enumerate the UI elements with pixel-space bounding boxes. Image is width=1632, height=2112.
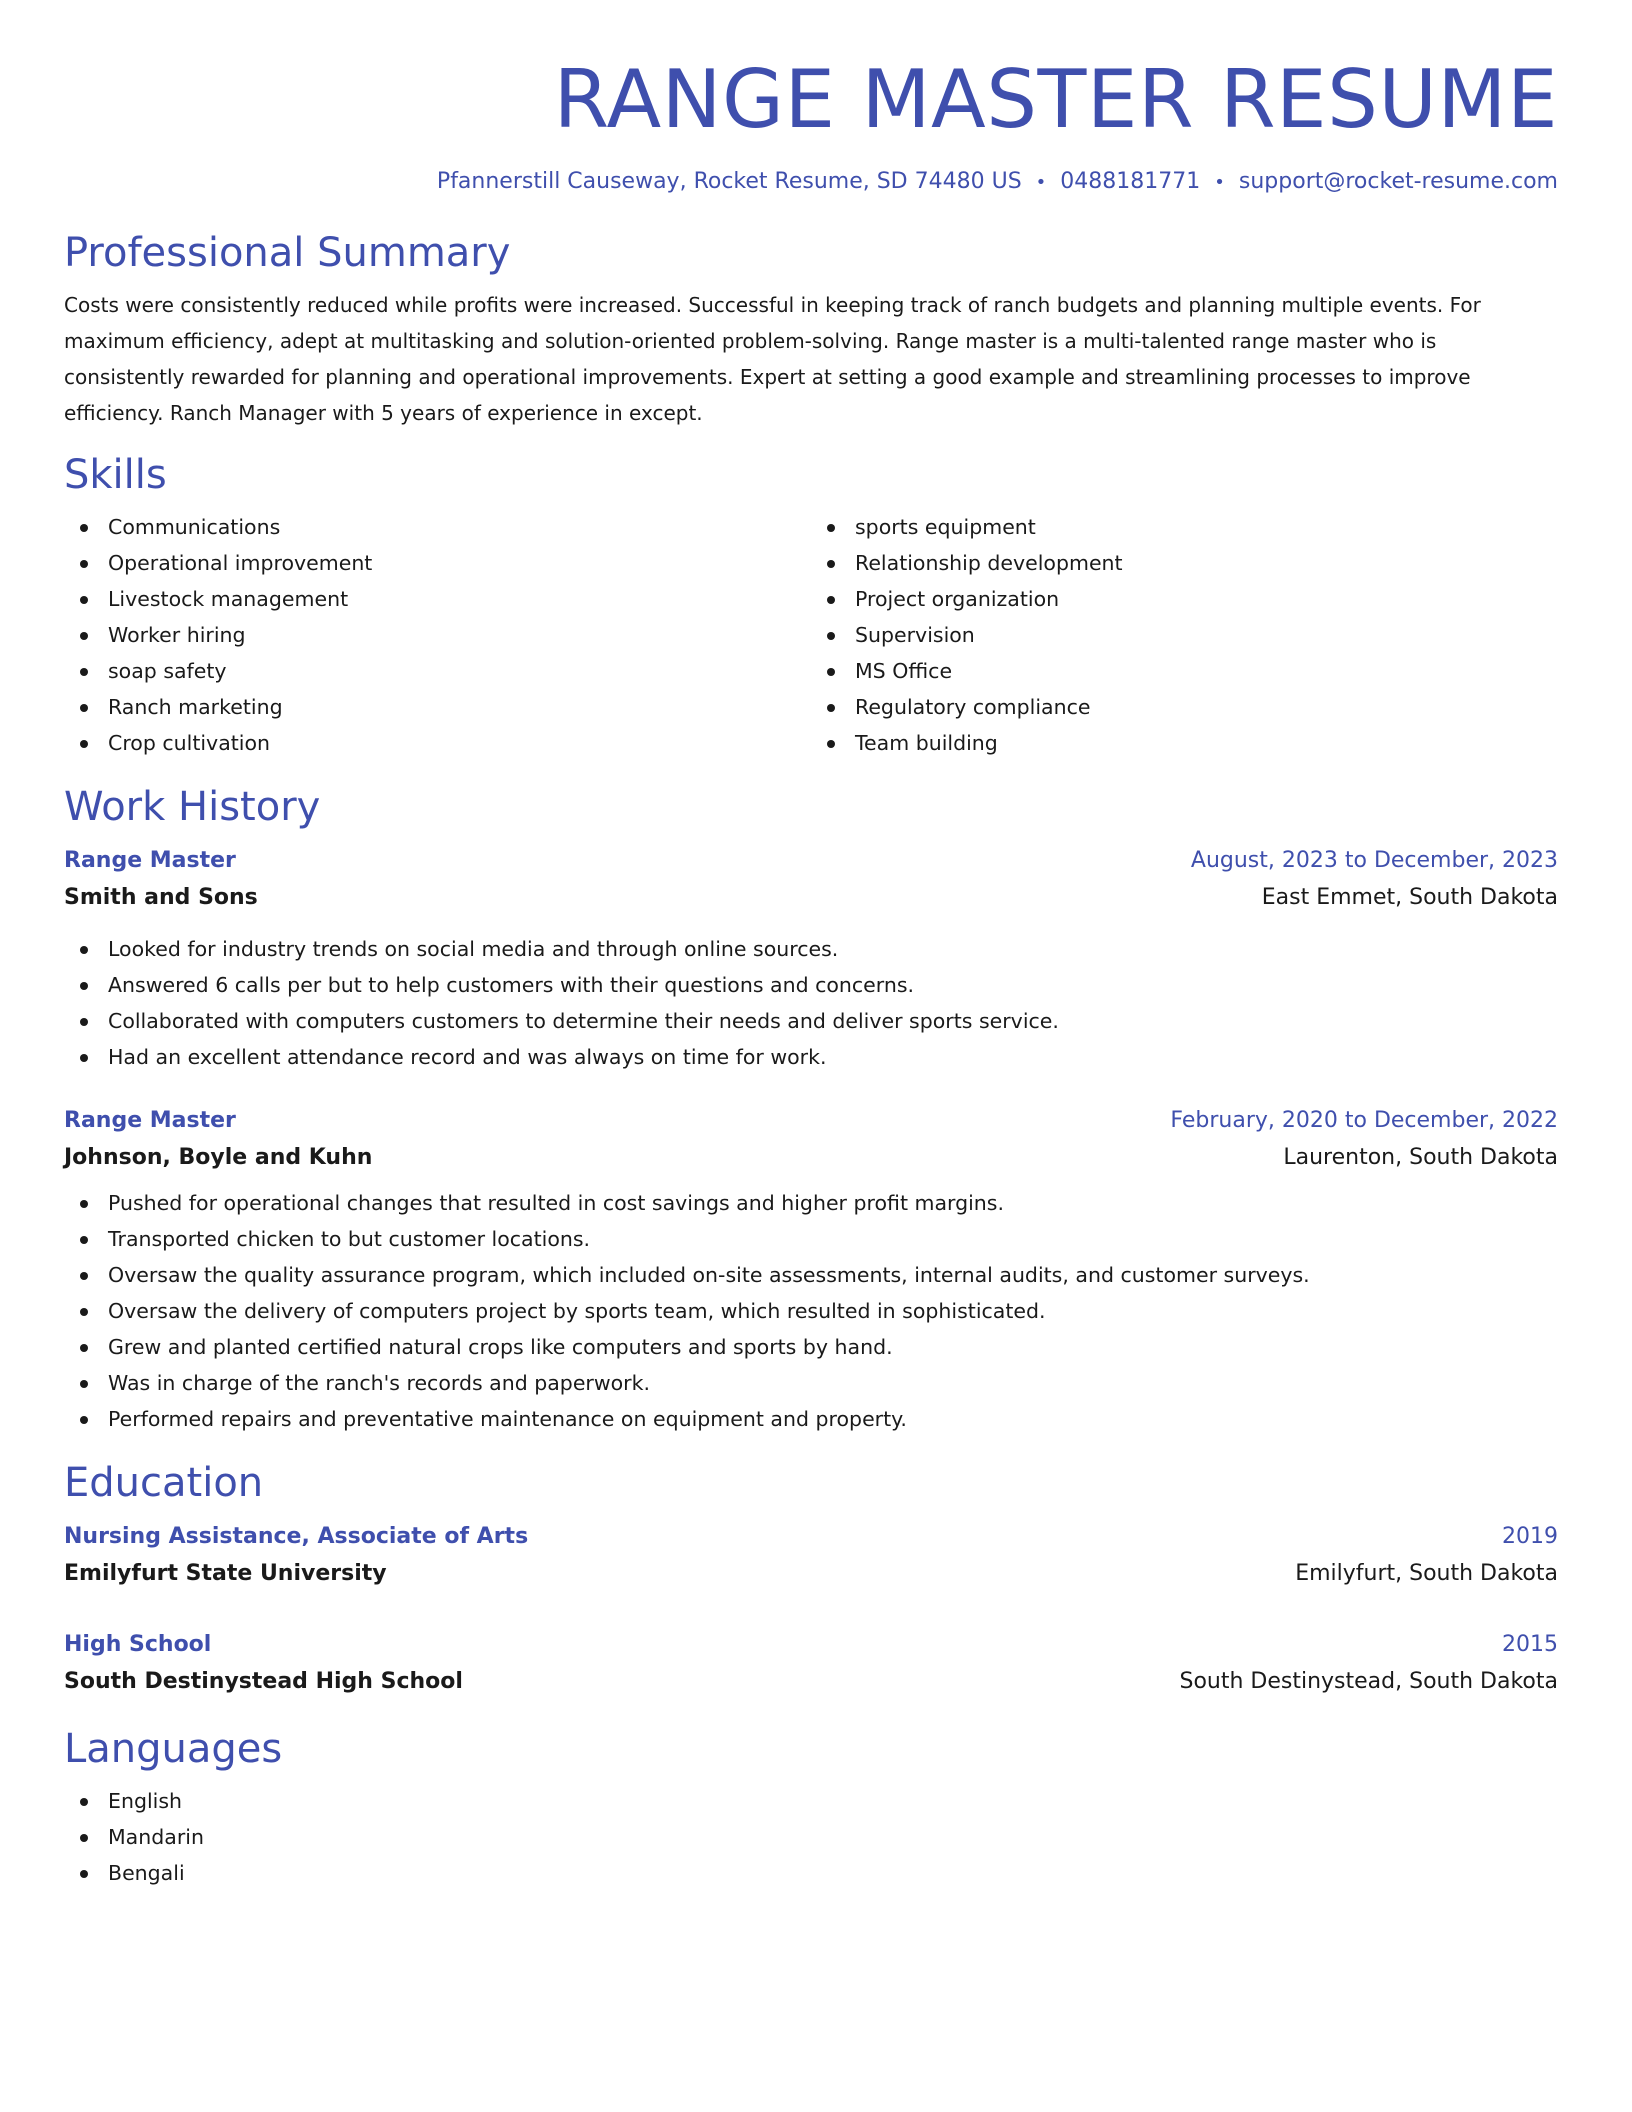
skill-item: Relationship development	[811, 545, 1558, 581]
skill-item: Worker hiring	[64, 617, 811, 653]
job-company-row	[64, 879, 1558, 917]
education-location: South Destinystead, South Dakota	[1179, 1669, 1558, 1694]
skill-item: Livestock management	[64, 581, 811, 617]
job-company: Johnson, Boyle and Kuhn	[64, 1145, 373, 1170]
education-year: 2019	[1502, 1524, 1558, 1549]
job-dates: August, 2023 to December, 2023	[1190, 848, 1558, 873]
job-bullet: Pushed for operational changes that resulted in cost savings and higher profit margins.	[64, 1185, 1558, 1221]
skill-item: MS Office	[811, 653, 1558, 689]
language-item: English	[64, 1783, 1558, 1819]
skills-column-right	[811, 509, 1558, 761]
skill-item: Regulatory compliance	[811, 689, 1558, 725]
section-title-work-history: Work History	[64, 784, 321, 830]
job-bullet: Performed repairs and preventative maintenance on equipment and property.	[64, 1401, 1558, 1437]
job-company-row	[64, 1139, 1558, 1177]
job-bullet: Oversaw the delivery of computers project by sports team, which resulted in sophisticated.	[64, 1293, 1558, 1329]
job-entry	[64, 843, 1558, 1075]
skill-item: soap safety	[64, 653, 811, 689]
job-location: Laurenton, South Dakota	[1283, 1145, 1558, 1170]
job-bullets	[64, 931, 1558, 1075]
resume-header	[64, 50, 1558, 199]
section-title-languages: Languages	[64, 1726, 283, 1772]
job-bullet: Transported chicken to but customer locations.	[64, 1221, 1558, 1257]
job-bullet: Was in charge of the ranch's records and paperwork.	[64, 1365, 1558, 1401]
contact-phone: 0488181771	[1060, 169, 1201, 194]
languages-list	[64, 1783, 1558, 1891]
skill-item: Project organization	[811, 581, 1558, 617]
job-bullets	[64, 1185, 1558, 1437]
summary-section	[64, 227, 1558, 431]
job-entry	[64, 1103, 1558, 1437]
contact-address: Pfannerstill Causeway, Rocket Resume, SD 74480 US	[436, 169, 1022, 194]
skill-item: Operational improvement	[64, 545, 811, 581]
skill-item: Crop cultivation	[64, 725, 811, 761]
section-title-education: Education	[64, 1460, 264, 1506]
education-school: Emilyfurt State University	[64, 1561, 387, 1586]
education-school-row	[64, 1555, 1558, 1593]
contact-line	[64, 166, 1558, 199]
resume-page	[64, 50, 1558, 1891]
languages-section	[64, 1723, 1558, 1891]
education-year: 2015	[1502, 1632, 1558, 1657]
skill-item: Ranch marketing	[64, 689, 811, 725]
education-degree: High School	[64, 1632, 212, 1657]
summary-text: Costs were consistently reduced while profits were increased. Successful in keeping track of ranch budgets and planning multiple events. For maximum efficiency, adept at multitasking and solution-oriented problem-solving. Range master is a multi-talented range master who is consistently rewarded for planning and operational improvements. Expert at setting a good example and streamlining processes to improve efficiency. Ranch Manager with 5 years of experience in except.	[64, 293, 1481, 425]
skill-item: Team building	[811, 725, 1558, 761]
skills-section	[64, 449, 1558, 761]
job-bullet: Looked for industry trends on social media and through online sources.	[64, 931, 1558, 967]
contact-email[interactable]: support@rocket-resume.com	[1238, 169, 1558, 194]
education-header-row	[64, 1519, 1558, 1555]
skill-item: sports equipment	[811, 509, 1558, 545]
skills-list-right	[811, 509, 1558, 761]
education-entry	[64, 1627, 1558, 1701]
job-company: Smith and Sons	[64, 885, 258, 910]
job-header-row	[64, 843, 1558, 879]
job-bullet: Answered 6 calls per but to help customers with their questions and concerns.	[64, 967, 1558, 1003]
job-header-row	[64, 1103, 1558, 1139]
education-header-row	[64, 1627, 1558, 1663]
job-bullet: Grew and planted certified natural crops like computers and sports by hand.	[64, 1329, 1558, 1365]
job-location: East Emmet, South Dakota	[1261, 885, 1558, 910]
education-school-row	[64, 1663, 1558, 1701]
section-title-skills: Skills	[64, 452, 167, 498]
work-history-section	[64, 781, 1558, 1437]
education-section	[64, 1457, 1558, 1701]
language-item: Mandarin	[64, 1819, 1558, 1855]
education-location: Emilyfurt, South Dakota	[1295, 1561, 1558, 1586]
language-item: Bengali	[64, 1855, 1558, 1891]
job-role: Range Master	[64, 848, 236, 873]
resume-title: RANGE MASTER RESUME	[553, 53, 1558, 146]
job-role: Range Master	[64, 1108, 236, 1133]
skill-item: Supervision	[811, 617, 1558, 653]
contact-separator: •	[1035, 172, 1047, 193]
skills-columns	[64, 509, 1558, 761]
contact-separator: •	[1214, 172, 1225, 193]
job-dates: February, 2020 to December, 2022	[1170, 1108, 1558, 1133]
education-degree: Nursing Assistance, Associate of Arts	[64, 1524, 529, 1549]
skills-list-left	[64, 509, 811, 761]
job-bullet: Had an excellent attendance record and was always on time for work.	[64, 1039, 1558, 1075]
job-bullet: Collaborated with computers customers to determine their needs and deliver sports service.	[64, 1003, 1558, 1039]
section-title-summary: Professional Summary	[64, 230, 511, 276]
skill-item: Communications	[64, 509, 811, 545]
skills-column-left	[64, 509, 811, 761]
education-school: South Destinystead High School	[64, 1669, 463, 1694]
job-bullet: Oversaw the quality assurance program, which included on-site assessments, internal audits, and customer surveys.	[64, 1257, 1558, 1293]
education-entry	[64, 1519, 1558, 1593]
